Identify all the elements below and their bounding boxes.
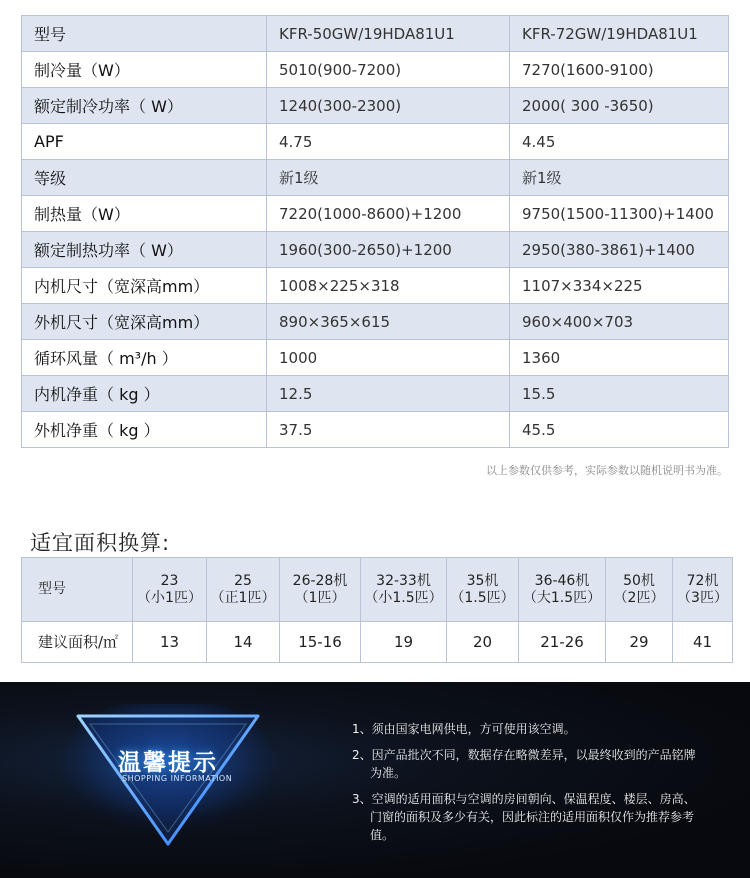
table-row [22,160,729,196]
spec-value-model-50: 37.5 [267,412,510,448]
area-row-label: 建议面积/㎡ [22,622,133,663]
spec-label: 额定制热功率（ W） [22,232,267,268]
area-model-size: 35机 [466,572,499,589]
spec-value-model-50: KFR-50GW/19HDA81U1 [267,16,510,52]
spec-value-model-50: 5010(900-7200) [267,52,510,88]
spec-value-model-72: 15.5 [510,376,729,412]
spec-value-model-50: 4.75 [267,124,510,160]
spec-table-section [21,15,729,448]
area-header-cell [519,558,606,622]
spec-label: 内机尺寸（宽深高mm） [22,268,267,304]
table-row [22,376,729,412]
spec-value-model-72: 2000( 300 -3650) [510,88,729,124]
area-table-section [21,557,732,663]
area-model-size: 50机 [623,572,655,589]
area-header-cell [133,558,207,622]
spec-label: 内机净重（ kg ） [22,376,267,412]
area-header-cell [606,558,673,622]
area-header-cell [673,558,733,622]
table-row [22,196,729,232]
tips-banner [0,682,750,878]
spec-value-model-72: 4.45 [510,124,729,160]
area-model-size: 32-33机 [376,572,431,589]
spec-value-model-50: 新1级 [267,160,510,196]
spec-value-model-50: 12.5 [267,376,510,412]
spec-label: 外机尺寸（宽深高mm） [22,304,267,340]
area-model-size: 36-46机 [534,572,590,589]
area-value: 41 [673,622,733,663]
spec-value-model-72: 1107×334×225 [510,268,729,304]
spec-value-model-50: 1240(300-2300) [267,88,510,124]
table-row [22,124,729,160]
area-model-hp: （1匹） [294,589,346,606]
area-value: 29 [606,622,673,663]
spec-value-model-72: 新1级 [510,160,729,196]
table-row [22,340,729,376]
table-row [22,268,729,304]
spec-value-model-50: 1000 [267,340,510,376]
area-header-cell [207,558,280,622]
table-row [22,16,729,52]
area-value: 20 [447,622,519,663]
area-table [21,557,733,663]
area-section-title: 适宜面积换算: [30,531,171,555]
area-header-label: 型号 [22,558,133,622]
spec-value-model-72: 960×400×703 [510,304,729,340]
area-model-hp: （1.5匹） [450,589,515,606]
table-row [22,88,729,124]
tips-badge-title: 温馨提示 [118,750,218,776]
spec-label: 外机净重（ kg ） [22,412,267,448]
list-item: 2、因产品批次不同，数据存在略微差异，以最终收到的产品铭牌为准。 [352,748,696,780]
area-model-size: 72机 [686,572,719,589]
tips-list [352,720,697,852]
area-model-hp: （小1.5匹） [364,589,443,606]
spec-label: 等级 [22,160,267,196]
spec-label: APF [22,124,267,160]
spec-value-model-50: 7220(1000-8600)+1200 [267,196,510,232]
spec-value-model-72: 2950(380-3861)+1400 [510,232,729,268]
spec-value-model-50: 1960(300-2650)+1200 [267,232,510,268]
table-row [22,558,733,622]
area-header-cell [280,558,361,622]
table-row [22,232,729,268]
area-value: 13 [133,622,207,663]
spec-value-model-72: 45.5 [510,412,729,448]
spec-label: 额定制冷功率（ W） [22,88,267,124]
area-model-hp: （小1匹） [137,589,202,606]
area-value: 14 [207,622,280,663]
area-model-size: 23 [160,572,179,589]
spec-value-model-72: 7270(1600-9100) [510,52,729,88]
area-model-size: 26-28机 [292,572,348,589]
area-model-hp: （大1.5匹） [522,589,602,606]
spec-label: 制冷量（W） [22,52,267,88]
area-header-cell [361,558,447,622]
spec-value-model-50: 1008×225×318 [267,268,510,304]
area-model-hp: （正1匹） [210,589,276,606]
table-row [22,304,729,340]
spec-table [21,15,729,448]
spec-value-model-72: 9750(1500-11300)+1400 [510,196,729,232]
tips-badge-subtitle: SHOPPING INFORMATION [122,774,233,783]
area-model-size: 25 [234,572,252,589]
table-row [22,412,729,448]
area-model-hp: （2匹） [613,589,665,606]
spec-value-model-50: 890×365×615 [267,304,510,340]
list-item: 3、空调的适用面积与空调的房间朝向、保温程度、楼层、房高、门窗的面积及多少有关，因此标注的适用面积仅作为推荐参考值。 [352,792,696,842]
spec-label: 制热量（W） [22,196,267,232]
spec-value-model-72: 1360 [510,340,729,376]
disclaimer-note: 以上参数仅供参考，实际参数以随机说明书为准。 [486,464,728,477]
area-value: 15-16 [280,622,361,663]
spec-label: 型号 [22,16,267,52]
area-value: 19 [361,622,447,663]
table-row [22,622,733,663]
spec-label: 循环风量（ m³/h ） [22,340,267,376]
table-row [22,52,729,88]
area-header-cell [447,558,519,622]
area-model-hp: （3匹） [677,589,728,606]
list-item: 1、须由国家电网供电，方可使用该空调。 [352,722,576,736]
spec-value-model-72: KFR-72GW/19HDA81U1 [510,16,729,52]
area-value: 21-26 [519,622,606,663]
